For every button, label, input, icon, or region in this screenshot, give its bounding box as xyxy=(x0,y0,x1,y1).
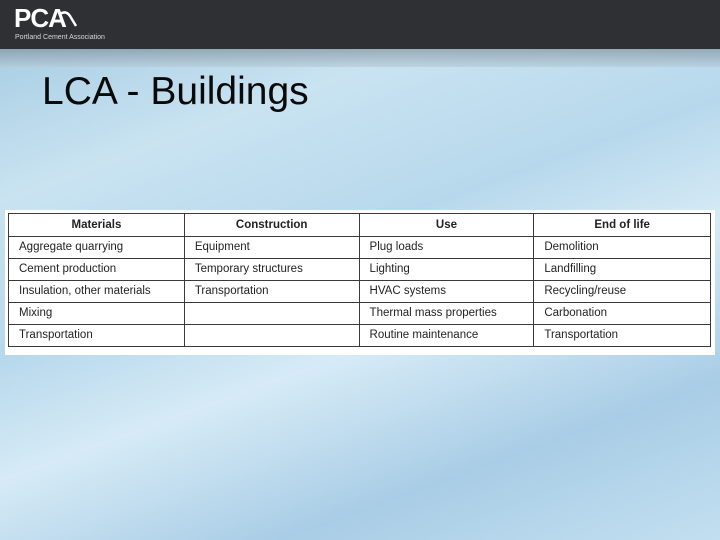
pca-logo xyxy=(14,4,134,44)
header-construction: Construction xyxy=(184,214,359,237)
table-row xyxy=(9,281,711,303)
table-cell xyxy=(184,325,359,347)
table-cell: Demolition xyxy=(534,237,711,259)
table-row xyxy=(9,303,711,325)
logo-swoosh-icon xyxy=(58,8,78,28)
table-cell: Aggregate quarrying xyxy=(9,237,185,259)
table-cell: Equipment xyxy=(184,237,359,259)
table-cell: Landfilling xyxy=(534,259,711,281)
header-bar xyxy=(0,0,720,49)
table-cell: Transportation xyxy=(9,325,185,347)
table-row xyxy=(9,325,711,347)
logo-text: PCA xyxy=(14,3,66,33)
table-cell: Cement production xyxy=(9,259,185,281)
table-row xyxy=(9,237,711,259)
header-end-of-life: End of life xyxy=(534,214,711,237)
table-cell: Insulation, other materials xyxy=(9,281,185,303)
table-cell: Carbonation xyxy=(534,303,711,325)
table-cell: Recycling/reuse xyxy=(534,281,711,303)
table-cell xyxy=(184,303,359,325)
table-cell: Plug loads xyxy=(359,237,534,259)
table-header-row xyxy=(9,214,711,237)
table-cell: Transportation xyxy=(534,325,711,347)
table-cell: Transportation xyxy=(184,281,359,303)
header-use: Use xyxy=(359,214,534,237)
slide-title: LCA - Buildings xyxy=(42,70,309,113)
table-cell: Thermal mass properties xyxy=(359,303,534,325)
table-cell: Lighting xyxy=(359,259,534,281)
logo-subtitle: Portland Cement Association xyxy=(15,34,105,41)
table-row xyxy=(9,259,711,281)
table-cell: Mixing xyxy=(9,303,185,325)
table-cell: Routine maintenance xyxy=(359,325,534,347)
title-band xyxy=(0,49,720,67)
table-panel xyxy=(5,210,715,355)
table-cell: Temporary structures xyxy=(184,259,359,281)
lca-table xyxy=(8,213,711,347)
table-cell: HVAC systems xyxy=(359,281,534,303)
header-materials: Materials xyxy=(9,214,185,237)
